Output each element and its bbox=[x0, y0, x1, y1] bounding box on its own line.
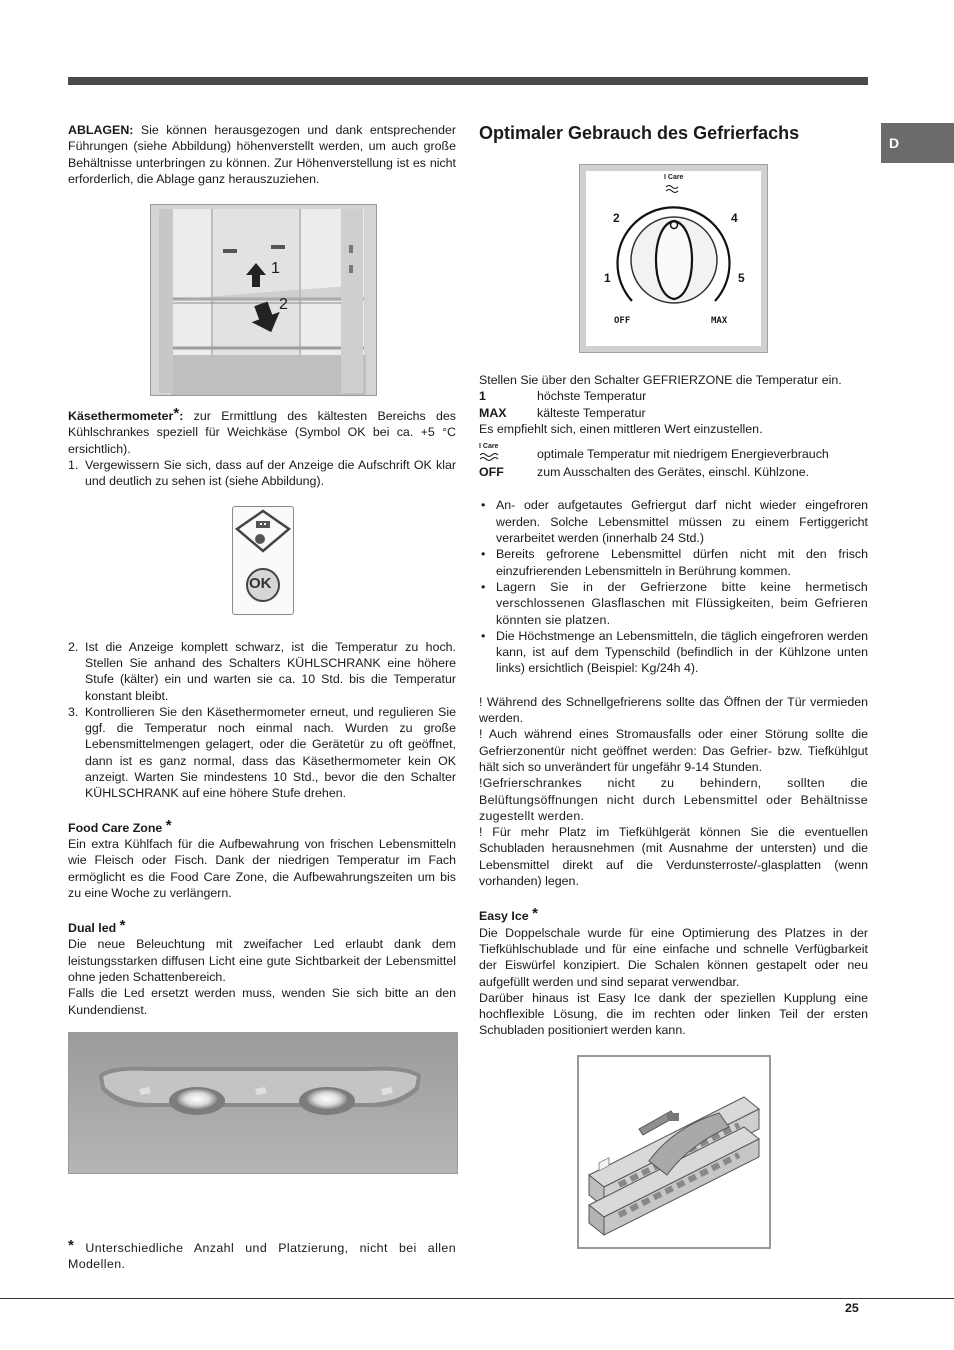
dial-label-off: OFF bbox=[614, 316, 631, 326]
list-item: 3. Kontrollieren Sie den Käsethermometer erneut, und regulieren Sie ggf. die Temperatur noch einmal nach. Wurden zu große Lebensmittelmengen gelagert, oder die Gerätetür zu oft geöffnet, dann ist es ganz normal, dass das Käsethermometer kein OK anzeigt. Warten Sie mindestens 10 Std., bevor die den Schalter KÜHLSCHRANK auf eine höhere Stufe drehen. bbox=[68, 704, 456, 801]
recommendation: Es empfiehlt sich, einen mittleren Wert einzustellen. bbox=[479, 421, 763, 436]
page-number: 25 bbox=[845, 1301, 859, 1315]
dual-led-figure bbox=[68, 1032, 458, 1174]
dial-label-max: MAX bbox=[711, 316, 728, 326]
dial-label-4: 4 bbox=[731, 211, 738, 225]
cheese-thermometer-paragraph: Käsethermometer*: zur Ermittlung des kältesten Bereichs des Kühlschrankes speziell für Weichkäse (Symbol OK bei ca. +5 °C ersichtlich). bbox=[68, 405, 456, 456]
led-lamp-illustration bbox=[69, 1033, 457, 1173]
icare-symbol: I Care bbox=[479, 446, 537, 464]
dual-led-service: Falls die Led ersetzt werden muss, wenden Sie sich bitte an den Kundendienst. bbox=[68, 986, 456, 1017]
dial-label-2: 2 bbox=[613, 211, 620, 225]
dual-led-heading: Dual led * bbox=[68, 917, 126, 936]
warning-drawers: ! Für mehr Platz im Tiefkühlgerät können Sie die eventuellen Schubladen herausnehmen (mit Ausnahme der untersten) und die Lebensmittel direkt auf die Verdunsterroste/-glasplatten (wenn vorhanden) legen. bbox=[479, 825, 868, 889]
list-item: • Bereits gefrorene Lebensmittel dürfen nicht mit den frisch einzufrierenden Lebensmitteln in Berührung kommen. bbox=[479, 546, 868, 579]
dial-label-1: 1 bbox=[604, 271, 611, 285]
list-item: • Die Höchstmenge an Lebensmitteln, die täglich eingefroren werden kann, ist auf dem Typenschild (befindlich in der Kühlzone unten links) ersichtlich (Beispiel: Kg/24h 4). bbox=[479, 628, 868, 677]
freezer-temperature-dial bbox=[580, 165, 767, 352]
warning-power-failure: ! Auch während eines Stromausfalls oder einer Störung sollte die Gefrierzonentür nicht geöffnet werden: Das Gefrier- bzw. Tiefkühlgut hält sich so unverändert für ungefähr 9-14 Stunden. bbox=[479, 727, 868, 774]
right-column bbox=[479, 122, 868, 1249]
warning-fast-freeze: ! Während des Schnellgefrierens sollte das Öffnen der Tür vermieden werden. bbox=[479, 694, 868, 726]
footer-rule bbox=[0, 1298, 954, 1299]
dual-led-text: Die neue Beleuchtung mit zweifacher Led erlaubt dank dem leistungsstarken diffusen Licht eine gute Sichtbarkeit der Lebensmittel ohne jeden Schattenbereich. bbox=[68, 937, 456, 985]
dial-label-icare: I Care bbox=[664, 174, 684, 181]
ok-symbol: OK bbox=[249, 574, 272, 592]
dial-intro: Stellen Sie über den Schalter GEFRIERZONE die Temperatur ein. bbox=[479, 373, 842, 387]
easy-ice-text-2: Darüber hinaus ist Easy Ice dank der speziellen Kupplung eine hochflexible Lösung, die im rechten oder linken Teil der ersten Schubladen positioniert werden kann. bbox=[479, 990, 868, 1038]
footnote: * Unterschiedliche Anzahl und Platzierung, nicht bei allen Modellen. bbox=[68, 1236, 456, 1272]
food-care-heading: Food Care Zone * bbox=[68, 816, 172, 835]
ok-indicator-figure bbox=[232, 506, 294, 615]
food-care-text: Ein extra Kühlfach für die Aufbewahrung von frischen Lebensmitteln wie Fleisch oder Fisch. Dank der niedrigen Temperatur im Fach ermöglicht es die Food Care Zone, die Aufbewahrungszeiten um bis zu eine Woche zu verlängern. bbox=[68, 836, 456, 900]
shelves-label: ABLAGEN: bbox=[68, 123, 134, 137]
freezer-tips-list bbox=[479, 497, 868, 676]
shelf-figure bbox=[150, 204, 377, 396]
warning-ventilation: !Gefrierschrankes nicht zu behindern, sollten die Belüftungsöffnungen nicht durch Lebensmittel oder Behältnisse zugestellt werden. bbox=[479, 776, 868, 823]
left-column bbox=[68, 122, 456, 1273]
freezer-dial-figure bbox=[579, 164, 768, 353]
shelf-illustration bbox=[151, 205, 376, 395]
cheese-icon bbox=[233, 507, 293, 614]
language-tab: D bbox=[881, 123, 954, 163]
shelves-paragraph: ABLAGEN: Sie können herausgezogen und dank entsprechender Führungen (siehe Abbildung) höhenverstellt werden, um auch große Behältnisse unterbringen zu können. Zur Höhenverstellung ist es nicht erforderlich, die Ablage ganz herauszuziehen. bbox=[68, 123, 456, 186]
list-item: • An- oder aufgetautes Gefriergut darf nicht wieder eingefroren werden. Solche Lebensmittel müssen zu einem Fertiggericht verarbeitet werden (innerhalb 24 Std.) bbox=[479, 497, 868, 546]
arrow-label-2: 2 bbox=[279, 296, 288, 314]
easy-ice-heading: Easy Ice * bbox=[479, 905, 538, 924]
list-item: • Lagern Sie in der Gefrierzone bitte keine hermetisch verschlossenen Glasflaschen mit Flüssigkeiten, beim Gefrieren könnten sie platzen. bbox=[479, 579, 868, 628]
dial-label-5: 5 bbox=[738, 271, 745, 285]
arrow-label-1: 1 bbox=[271, 260, 280, 278]
warnings bbox=[479, 694, 868, 890]
icare-wave-icon bbox=[479, 452, 505, 462]
easy-ice-figure bbox=[577, 1055, 771, 1249]
dial-definitions: 1 höchste Temperatur MAX kälteste Temperatur bbox=[479, 389, 647, 420]
section-title: Optimaler Gebrauch des Gefrierfachs bbox=[479, 123, 800, 143]
cheese-steps-a bbox=[68, 457, 456, 490]
cheese-thermometer-label: Käsethermometer bbox=[68, 409, 174, 424]
easy-ice-text: Die Doppelschale wurde für eine Optimierung des Platzes in der Tiefkühlschublade und für eine einfache und schnelle Verfügbarkeit der Eiswürfel konzipiert. Die Schalen können gestapelt oder neu aufgefüllt werden und sind separat verwendbar. bbox=[479, 925, 868, 989]
list-item: 2. Ist die Anzeige komplett schwarz, ist die Temperatur zu hoch. Stellen Sie anhand des Schalters KÜHLSCHRANK eine höhere Stufe (kälter) ein und warten sie ca. 10 Std. bis die Temperatur konstant bleibt. bbox=[68, 639, 456, 703]
mode-definitions: I Care optimale Temperatur mit niedrigem Energieverbrauch OFF zum Ausschalten des Gerätes, einschl. Kühlzone. bbox=[479, 443, 829, 480]
list-item: 1. Vergewissern Sie sich, dass auf der Anzeige die Aufschrift OK klar und deutlich zu sehen ist (siehe Abbildung). bbox=[68, 458, 456, 489]
top-rule bbox=[68, 77, 868, 85]
cheese-steps-b bbox=[68, 639, 456, 802]
ice-tray-illustration bbox=[579, 1057, 769, 1247]
